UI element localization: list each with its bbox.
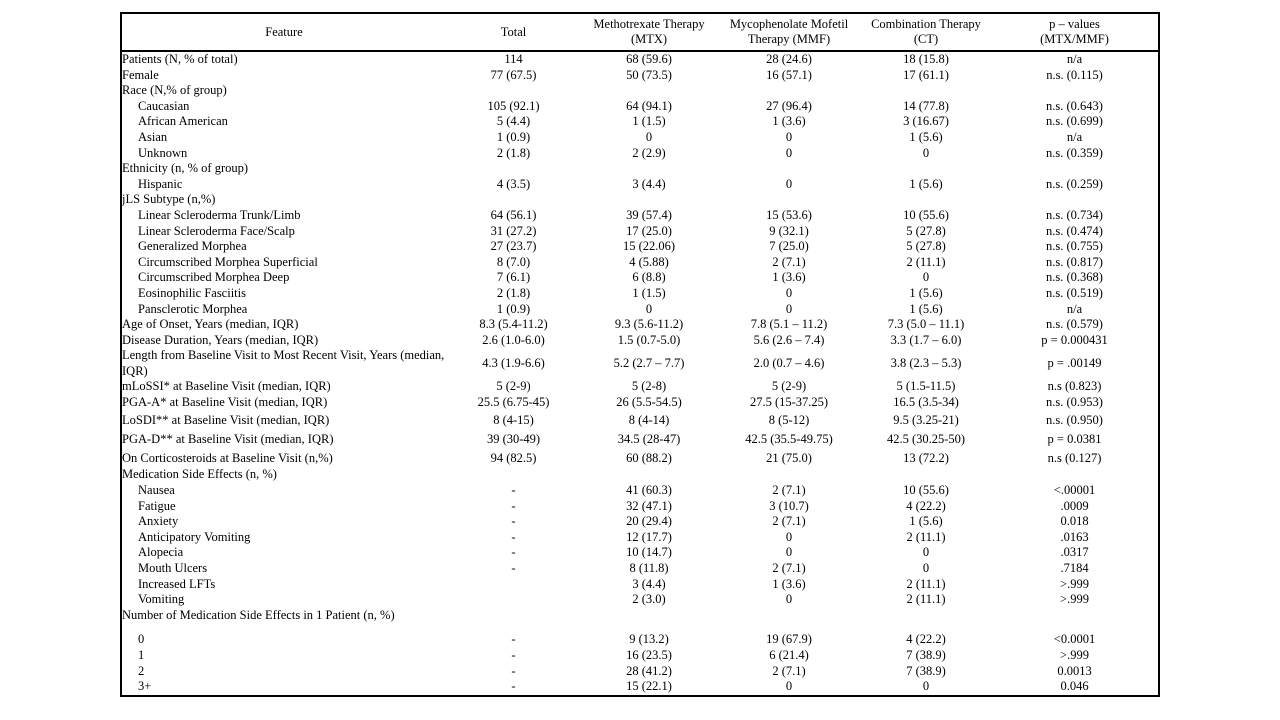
value-cell: 19 (67.9) bbox=[766, 632, 812, 647]
value-cell: n.s. (0.519) bbox=[1046, 285, 1103, 300]
header-label: (MTX) bbox=[630, 32, 668, 46]
value-cell: 13 (72.2) bbox=[903, 450, 949, 465]
value-cell: 3 (10.7) bbox=[769, 498, 809, 513]
value-cell: 1 (5.6) bbox=[909, 301, 943, 316]
value-cell: 77 (67.5) bbox=[490, 67, 537, 82]
feature-cell: Generalized Morphea bbox=[138, 239, 247, 254]
feature-cell: Eosinophilic Fasciitis bbox=[138, 285, 246, 300]
value-cell: 2 (7.1) bbox=[772, 514, 806, 529]
value-cell: 15 (22.1) bbox=[626, 679, 672, 694]
table-row bbox=[121, 270, 1159, 286]
value-cell: 1 (5.6) bbox=[909, 514, 943, 529]
value-cell: 27.5 (15-37.25) bbox=[749, 395, 829, 410]
value-cell: p = 0.0381 bbox=[1047, 432, 1102, 447]
table-row bbox=[121, 379, 1159, 395]
value-cell: n.s. (0.699) bbox=[1046, 114, 1103, 129]
table-row bbox=[121, 499, 1159, 515]
value-cell: 0 bbox=[785, 145, 793, 160]
header-row bbox=[121, 13, 1159, 51]
value-cell: n.s. (0.953) bbox=[1046, 395, 1103, 410]
value-cell: 32 (47.1) bbox=[626, 498, 672, 513]
value-cell: 5 (2-9) bbox=[771, 379, 807, 394]
table-row bbox=[121, 483, 1159, 499]
feature-cell: Length from Baseline Visit to Most Recent Visit, Years (median, IQR) bbox=[122, 348, 445, 378]
feature-cell: African American bbox=[138, 114, 228, 129]
value-cell: 5 (27.8) bbox=[906, 239, 946, 254]
value-cell: 0 bbox=[785, 592, 793, 607]
value-cell: - bbox=[511, 498, 516, 513]
value-cell: 1 (3.6) bbox=[772, 270, 806, 285]
feature-cell: Asian bbox=[138, 129, 168, 144]
value-cell: 0 bbox=[645, 129, 653, 144]
value-cell: n/a bbox=[1066, 301, 1083, 316]
value-cell: 5 (4.4) bbox=[496, 114, 531, 129]
section-label: jLS Subtype (n,%) bbox=[122, 192, 216, 207]
value-cell: 64 (56.1) bbox=[490, 207, 537, 222]
value-cell: 4 (22.2) bbox=[906, 632, 946, 647]
feature-cell: PGA-D** at Baseline Visit (median, IQR) bbox=[122, 432, 334, 447]
value-cell: 60 (88.2) bbox=[626, 450, 672, 465]
value-cell: 7 (38.9) bbox=[906, 647, 946, 662]
value-cell: n.s. (0.817) bbox=[1046, 254, 1103, 269]
feature-cell: Mouth Ulcers bbox=[138, 561, 208, 575]
value-cell: 9 (13.2) bbox=[629, 632, 669, 647]
header-label: p – values bbox=[1049, 17, 1100, 31]
value-cell: 0.046 bbox=[1060, 679, 1089, 694]
value-cell: 5 (27.8) bbox=[906, 223, 946, 238]
value-cell: <.00001 bbox=[1053, 483, 1096, 498]
value-cell: - bbox=[511, 632, 516, 647]
value-cell: 42.5 (35.5-49.75) bbox=[745, 432, 833, 447]
feature-cell: Anxiety bbox=[138, 514, 179, 529]
value-cell: 1.5 (0.7-5.0) bbox=[617, 332, 681, 347]
value-cell: 9 (32.1) bbox=[769, 223, 809, 238]
feature-cell: Increased LFTs bbox=[138, 576, 216, 591]
feature-cell: On Corticosteroids at Baseline Visit (n,%) bbox=[122, 450, 333, 465]
value-cell: 7.3 (5.0 – 11.1) bbox=[887, 317, 965, 332]
value-cell: 28 (41.2) bbox=[626, 663, 672, 678]
header-label: Combination Therapy bbox=[871, 17, 981, 31]
value-cell: 2.6 (1.0-6.0) bbox=[482, 332, 545, 347]
value-cell bbox=[446, 592, 581, 608]
value-cell: <0.0001 bbox=[1053, 632, 1096, 647]
table-row bbox=[121, 302, 1159, 318]
value-cell: 9.3 (5.6-11.2) bbox=[614, 317, 684, 332]
value-cell: 7.8 (5.1 – 11.2) bbox=[750, 317, 828, 332]
section-row bbox=[121, 83, 1159, 99]
table-row bbox=[121, 430, 1159, 450]
value-cell: 17 (25.0) bbox=[626, 223, 672, 238]
value-cell: 2 (1.8) bbox=[496, 145, 531, 160]
value-cell: 18 (15.8) bbox=[903, 52, 949, 66]
table-row bbox=[121, 648, 1159, 664]
value-cell: 0 bbox=[922, 145, 930, 160]
header-ct bbox=[861, 13, 991, 51]
value-cell: 16 (57.1) bbox=[766, 67, 812, 82]
section-row bbox=[121, 192, 1159, 208]
value-cell: - bbox=[511, 561, 516, 575]
value-cell: 114 bbox=[504, 52, 523, 66]
feature-cell: Nausea bbox=[138, 483, 175, 498]
header-pvalues bbox=[991, 13, 1159, 51]
header-label: (MTX/MMF) bbox=[1040, 32, 1109, 46]
value-cell: 7 (6.1) bbox=[496, 270, 531, 285]
table-row bbox=[121, 177, 1159, 193]
value-cell: 10 (14.7) bbox=[626, 545, 672, 560]
table-row bbox=[121, 114, 1159, 130]
value-cell: - bbox=[511, 663, 516, 678]
value-cell: 1 (3.6) bbox=[772, 114, 806, 129]
section-label: Race (N,% of group) bbox=[122, 83, 227, 98]
value-cell: 3 (4.4) bbox=[632, 176, 666, 191]
header-label: Therapy (MMF) bbox=[747, 32, 831, 46]
feature-cell: Unknown bbox=[138, 145, 188, 160]
table-row bbox=[121, 395, 1159, 411]
table-row bbox=[121, 68, 1159, 84]
value-cell: 42.5 (30.25-50) bbox=[886, 432, 966, 447]
value-cell: 3.8 (2.3 – 5.3) bbox=[890, 356, 962, 371]
value-cell: 4 (3.5) bbox=[496, 176, 531, 191]
value-cell: 4.3 (1.9-6.6) bbox=[482, 356, 545, 371]
value-cell: n.s. (0.259) bbox=[1046, 176, 1103, 191]
feature-cell: Circumscribed Morphea Superficial bbox=[138, 254, 318, 269]
value-cell: 8.3 (5.4-11.2) bbox=[479, 317, 548, 332]
value-cell: 26 (5.5-54.5) bbox=[616, 395, 682, 410]
value-cell: 4 (22.2) bbox=[906, 498, 946, 513]
value-cell: n.s (0.823) bbox=[1047, 379, 1102, 394]
table-row bbox=[121, 286, 1159, 302]
value-cell: n.s (0.127) bbox=[1047, 450, 1102, 465]
value-cell: 6 (8.8) bbox=[632, 270, 666, 285]
value-cell: 1 (5.6) bbox=[909, 285, 943, 300]
value-cell: - bbox=[511, 647, 516, 662]
value-cell: p = .00149 bbox=[1047, 356, 1102, 371]
section-row bbox=[121, 467, 1159, 483]
value-cell: 3.3 (1.7 – 6.0) bbox=[890, 332, 962, 347]
table-row bbox=[121, 545, 1159, 561]
value-cell: 7 (38.9) bbox=[906, 663, 946, 678]
value-cell: 1 (0.9) bbox=[496, 129, 531, 144]
value-cell: 0 bbox=[785, 529, 793, 544]
value-cell: - bbox=[511, 529, 516, 544]
table-row bbox=[121, 99, 1159, 115]
value-cell: 1 (5.6) bbox=[909, 129, 943, 144]
value-cell: 8 (4-15) bbox=[493, 412, 534, 427]
feature-cell: Anticipatory Vomiting bbox=[138, 529, 251, 544]
table-row bbox=[121, 239, 1159, 255]
value-cell: 2 (1.8) bbox=[496, 285, 531, 300]
value-cell: n.s. (0.950) bbox=[1046, 412, 1103, 427]
value-cell: 0.018 bbox=[1060, 514, 1089, 529]
value-cell: 6 (21.4) bbox=[769, 647, 809, 662]
value-cell: 1 (5.6) bbox=[909, 176, 943, 191]
table-row bbox=[121, 146, 1159, 162]
section-label: Ethnicity (n, % of group) bbox=[122, 161, 249, 176]
value-cell: 0 bbox=[785, 176, 793, 191]
feature-cell: Age of Onset, Years (median, IQR) bbox=[122, 317, 299, 332]
value-cell: 2 (11.1) bbox=[906, 529, 946, 544]
value-cell: 8 (7.0) bbox=[496, 254, 531, 269]
value-cell: 14 (77.8) bbox=[903, 98, 949, 113]
value-cell: 7 (25.0) bbox=[769, 239, 809, 254]
value-cell: n.s. (0.368) bbox=[1046, 270, 1103, 285]
header-label: Total bbox=[500, 24, 527, 39]
feature-cell: Circumscribed Morphea Deep bbox=[138, 270, 290, 285]
feature-cell: Alopecia bbox=[138, 545, 184, 560]
value-cell: 16 (23.5) bbox=[626, 647, 672, 662]
value-cell: 4 (5.88) bbox=[629, 254, 669, 269]
table-row bbox=[121, 514, 1159, 530]
value-cell: 15 (22.06) bbox=[622, 239, 676, 254]
value-cell: 0.0013 bbox=[1057, 663, 1092, 678]
value-cell: >.999 bbox=[1060, 592, 1089, 607]
value-cell: 9.5 (3.25-21) bbox=[893, 412, 959, 427]
feature-cell: mLoSSI* at Baseline Visit (median, IQR) bbox=[122, 379, 331, 394]
value-cell: 1 (0.9) bbox=[496, 301, 531, 316]
value-cell: >.999 bbox=[1060, 576, 1089, 591]
table-row bbox=[121, 577, 1159, 593]
table-row bbox=[121, 208, 1159, 224]
value-cell: - bbox=[511, 514, 516, 529]
section-label: Medication Side Effects (n, %) bbox=[122, 467, 277, 482]
value-cell: 68 (59.6) bbox=[626, 52, 672, 66]
value-cell: 15 (53.6) bbox=[766, 207, 812, 222]
value-cell: n.s. (0.734) bbox=[1046, 207, 1103, 222]
value-cell: 3 (4.4) bbox=[632, 576, 666, 591]
table-row bbox=[121, 592, 1159, 608]
value-cell: 2 (7.1) bbox=[772, 561, 806, 575]
value-cell: n.s. (0.115) bbox=[1046, 67, 1103, 82]
header-mtx bbox=[581, 13, 717, 51]
table-row bbox=[121, 530, 1159, 546]
value-cell: 27 (23.7) bbox=[490, 239, 537, 254]
feature-cell: Hispanic bbox=[138, 176, 183, 191]
value-cell: 0 bbox=[785, 545, 793, 560]
value-cell: - bbox=[511, 679, 516, 694]
value-cell: .0317 bbox=[1060, 545, 1089, 560]
value-cell: 94 (82.5) bbox=[490, 450, 537, 465]
value-cell: 0 bbox=[785, 129, 793, 144]
value-cell: 0 bbox=[922, 270, 930, 285]
table-row bbox=[121, 224, 1159, 240]
value-cell: 1 (3.6) bbox=[772, 576, 806, 591]
value-cell: 8 (11.8) bbox=[629, 561, 669, 575]
value-cell: 34.5 (28-47) bbox=[617, 432, 681, 447]
feature-cell: Patients (N, % of total) bbox=[122, 52, 238, 66]
header-total bbox=[446, 13, 581, 51]
feature-cell: 2 bbox=[138, 663, 145, 678]
header-feature bbox=[121, 13, 446, 51]
feature-cell: Fatigue bbox=[138, 498, 176, 513]
feature-cell: Vomiting bbox=[138, 592, 185, 607]
value-cell: .0163 bbox=[1060, 529, 1089, 544]
header-label: Mycophenolate Mofetil bbox=[729, 17, 849, 31]
value-cell: 2 (2.9) bbox=[632, 145, 666, 160]
feature-cell: Pansclerotic Morphea bbox=[138, 301, 248, 316]
value-cell: 0 bbox=[922, 561, 930, 575]
value-cell: 2.0 (0.7 – 4.6) bbox=[753, 356, 825, 371]
value-cell: 3 (16.67) bbox=[903, 114, 949, 129]
value-cell: 2 (7.1) bbox=[772, 483, 806, 498]
table-row bbox=[121, 317, 1159, 333]
feature-cell: PGA-A* at Baseline Visit (median, IQR) bbox=[122, 395, 328, 410]
value-cell: 2 (11.1) bbox=[906, 254, 946, 269]
value-cell: 5.6 (2.6 – 7.4) bbox=[753, 332, 825, 347]
value-cell: 0 bbox=[645, 301, 653, 316]
value-cell: n/a bbox=[1066, 52, 1083, 66]
table-body bbox=[121, 51, 1159, 696]
feature-cell: LoSDI** at Baseline Visit (median, IQR) bbox=[122, 412, 330, 427]
value-cell: - bbox=[511, 545, 516, 560]
table-row bbox=[121, 561, 1159, 577]
value-cell: 0 bbox=[785, 285, 793, 300]
value-cell: 41 (60.3) bbox=[626, 483, 672, 498]
value-cell: 64 (94.1) bbox=[626, 98, 672, 113]
value-cell: n.s. (0.643) bbox=[1046, 98, 1103, 113]
value-cell: 0 bbox=[922, 545, 930, 560]
value-cell: 31 (27.2) bbox=[490, 223, 537, 238]
value-cell: - bbox=[511, 483, 516, 498]
table-row bbox=[121, 51, 1159, 68]
value-cell: 0 bbox=[922, 679, 930, 694]
header-label: (CT) bbox=[913, 32, 939, 46]
value-cell: 1 (1.5) bbox=[632, 114, 666, 129]
value-cell: 5 (2-8) bbox=[631, 379, 667, 394]
value-cell: 1 (1.5) bbox=[632, 285, 666, 300]
table-row bbox=[121, 679, 1159, 696]
spacer-cell bbox=[121, 623, 1159, 632]
value-cell: n.s. (0.359) bbox=[1046, 145, 1103, 160]
value-cell: 2 (3.0) bbox=[632, 592, 666, 607]
value-cell: 105 (92.1) bbox=[487, 98, 540, 113]
value-cell: 5 (1.5-11.5) bbox=[896, 379, 956, 394]
value-cell: 8 (5-12) bbox=[768, 412, 810, 427]
value-cell: 20 (29.4) bbox=[626, 514, 672, 529]
value-cell: .7184 bbox=[1060, 561, 1089, 575]
table-row bbox=[121, 130, 1159, 146]
value-cell: 2 (7.1) bbox=[772, 254, 806, 269]
feature-cell: Linear Scleroderma Trunk/Limb bbox=[138, 207, 301, 222]
value-cell: 27 (96.4) bbox=[766, 98, 812, 113]
value-cell: 8 (4-14) bbox=[628, 412, 670, 427]
section-label: Number of Medication Side Effects in 1 Patient (n, %) bbox=[122, 607, 395, 622]
feature-cell: Disease Duration, Years (median, IQR) bbox=[122, 332, 319, 347]
table-row bbox=[121, 348, 1159, 379]
value-cell: 10 (55.6) bbox=[903, 483, 949, 498]
table-row bbox=[121, 450, 1159, 468]
study-table bbox=[120, 12, 1160, 697]
value-cell: 2 (7.1) bbox=[772, 663, 806, 678]
value-cell: 5.2 (2.7 – 7.7) bbox=[613, 356, 685, 371]
value-cell: n.s. (0.755) bbox=[1046, 239, 1103, 254]
value-cell: 2 (11.1) bbox=[906, 592, 946, 607]
value-cell: 50 (73.5) bbox=[626, 67, 672, 82]
feature-cell: Linear Scleroderma Face/Scalp bbox=[138, 223, 295, 238]
feature-cell: 1 bbox=[138, 647, 145, 662]
table-row bbox=[121, 255, 1159, 271]
value-cell: 10 (55.6) bbox=[903, 207, 949, 222]
value-cell: 28 (24.6) bbox=[766, 52, 812, 66]
value-cell: 2 (11.1) bbox=[906, 576, 946, 591]
value-cell: 5 (2-9) bbox=[496, 379, 531, 394]
spacer-row bbox=[121, 623, 1159, 632]
table-header bbox=[121, 13, 1159, 51]
value-cell: >.999 bbox=[1060, 647, 1089, 662]
section-row bbox=[121, 608, 1159, 624]
table-row bbox=[121, 333, 1159, 349]
section-row bbox=[121, 161, 1159, 177]
feature-cell: 3+ bbox=[138, 679, 152, 694]
value-cell: n.s. (0.474) bbox=[1046, 223, 1103, 238]
value-cell bbox=[446, 577, 581, 593]
feature-cell: Female bbox=[122, 67, 159, 82]
value-cell: n/a bbox=[1066, 129, 1083, 144]
value-cell: 0 bbox=[785, 301, 793, 316]
study-table-container bbox=[120, 12, 1158, 697]
value-cell: 16.5 (3.5-34) bbox=[893, 395, 959, 410]
value-cell: 17 (61.1) bbox=[903, 67, 949, 82]
value-cell: 39 (57.4) bbox=[626, 207, 672, 222]
table-row bbox=[121, 411, 1159, 431]
header-label: Methotrexate Therapy bbox=[593, 17, 705, 31]
value-cell: 39 (30-49) bbox=[486, 432, 541, 447]
value-cell: .0009 bbox=[1060, 498, 1089, 513]
value-cell: 25.5 (6.75-45) bbox=[477, 395, 550, 410]
header-mmf bbox=[717, 13, 861, 51]
value-cell: 21 (75.0) bbox=[766, 450, 812, 465]
feature-cell: Caucasian bbox=[138, 98, 190, 113]
value-cell: n.s. (0.579) bbox=[1046, 317, 1103, 332]
table-row bbox=[121, 664, 1159, 680]
value-cell: p = 0.000431 bbox=[1041, 332, 1108, 347]
value-cell: 0 bbox=[785, 679, 793, 694]
value-cell: 12 (17.7) bbox=[626, 529, 672, 544]
header-label: Feature bbox=[265, 24, 303, 39]
table-row bbox=[121, 632, 1159, 648]
feature-cell: 0 bbox=[138, 632, 145, 647]
